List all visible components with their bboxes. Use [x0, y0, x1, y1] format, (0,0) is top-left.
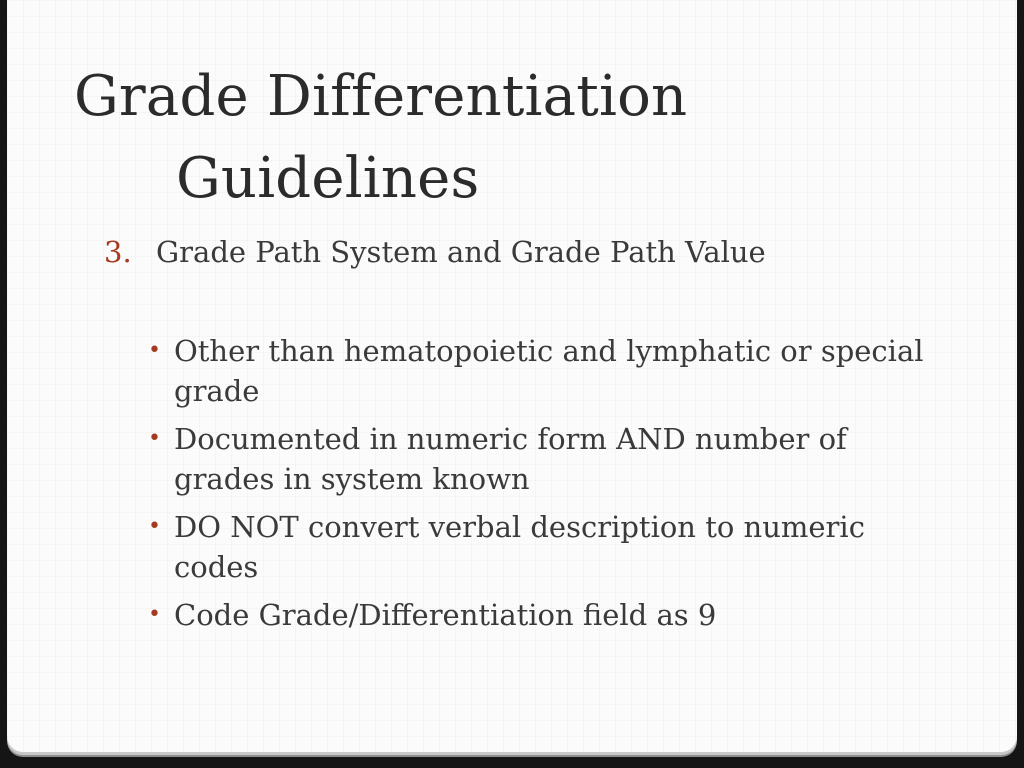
numbered-item-text: Grade Path System and Grade Path Value — [156, 235, 766, 269]
bullet-list — [141, 331, 941, 643]
slide-title — [74, 56, 874, 220]
bullet-item — [141, 507, 941, 587]
bullet-item-text: DO NOT convert verbal description to numeric codes — [174, 510, 865, 584]
slide-title-line-2: Guidelines — [176, 146, 480, 211]
bullet-item-text: Other than hematopoietic and lymphatic or special grade — [174, 334, 924, 408]
bullet-item-text: Code Grade/Differentiation field as 9 — [174, 598, 717, 632]
numbered-item — [104, 232, 984, 272]
bullet-dot-icon: • — [148, 602, 161, 627]
slide — [7, 0, 1017, 752]
numbered-item-number: 3. — [104, 235, 132, 269]
slide-title-line-1: Grade Differentiation — [74, 64, 688, 129]
bullet-item — [141, 331, 941, 411]
bullet-item-text: Documented in numeric form AND number of grades in system known — [174, 422, 847, 496]
bullet-item — [141, 595, 941, 635]
bullet-dot-icon: • — [148, 338, 161, 363]
bullet-item — [141, 419, 941, 499]
bullet-dot-icon: • — [148, 514, 161, 539]
bullet-dot-icon: • — [148, 426, 161, 451]
